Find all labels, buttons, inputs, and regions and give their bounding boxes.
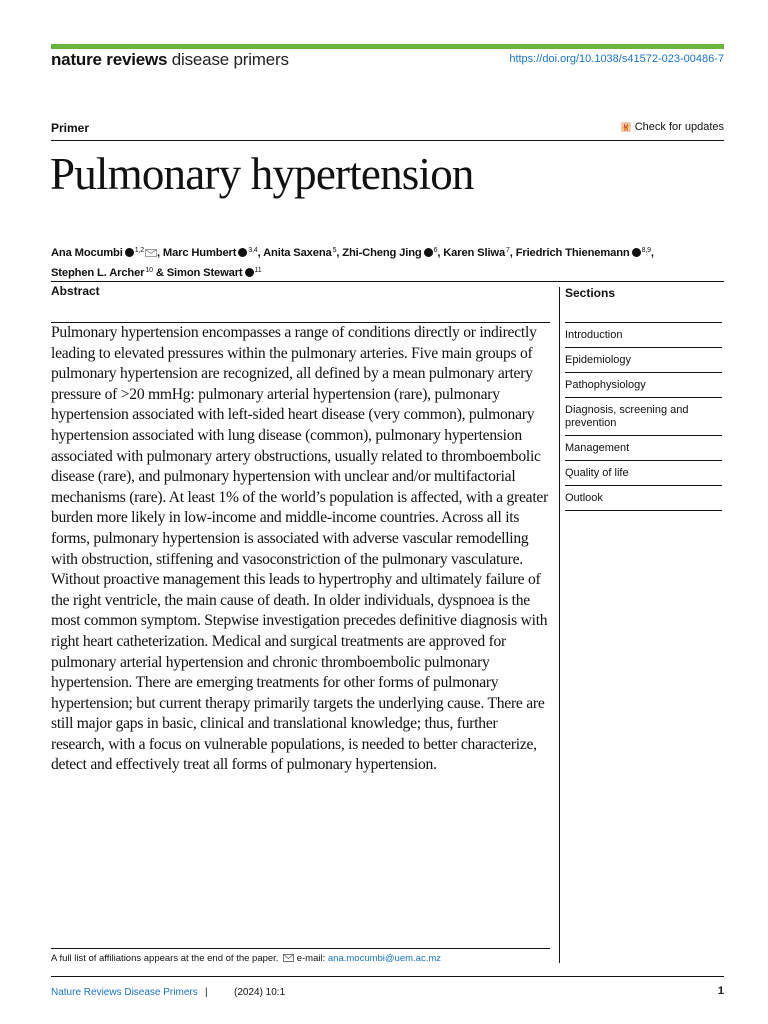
sections-list — [565, 322, 722, 511]
section-link[interactable]: Quality of life — [565, 461, 722, 486]
author-name[interactable]: Stephen L. Archer — [51, 267, 145, 279]
section-link[interactable]: Epidemiology — [565, 348, 722, 373]
page-number: 1 — [717, 985, 724, 997]
author-name[interactable]: Simon Stewart — [166, 267, 243, 279]
divider — [51, 281, 724, 282]
affiliation-superscript: 11 — [254, 267, 262, 274]
journal-subtitle: disease primers — [171, 50, 289, 69]
author-name[interactable]: Karen Sliwa — [443, 247, 506, 259]
orcid-icon[interactable] — [632, 248, 641, 257]
footer-separator: | — [205, 987, 208, 998]
mail-icon[interactable] — [145, 249, 157, 257]
orcid-icon[interactable] — [424, 248, 433, 257]
author-name[interactable]: Anita Saxena — [263, 247, 332, 259]
article-type: Primer — [51, 121, 90, 135]
section-link[interactable]: Management — [565, 436, 722, 461]
email-label: e-mail: — [296, 953, 326, 964]
divider — [51, 976, 724, 977]
footer-journal-link[interactable]: Nature Reviews Disease Primers — [51, 987, 198, 998]
orcid-icon[interactable] — [238, 248, 247, 257]
affiliation-superscript: 6 — [433, 247, 438, 254]
author-name[interactable]: Ana Mocumbi — [51, 247, 123, 259]
email-link[interactable]: ana.mocumbi@uem.ac.mz — [327, 953, 442, 964]
affiliation-superscript: 7 — [506, 247, 510, 254]
section-link[interactable]: Introduction — [565, 323, 722, 348]
check-for-updates-label: Check for updates — [634, 121, 724, 133]
affiliation-superscript: 1,2 — [134, 247, 144, 254]
author-name[interactable]: Marc Humbert — [162, 247, 237, 259]
article-title: Pulmonary hypertension — [50, 149, 474, 199]
orcid-icon[interactable] — [125, 248, 134, 257]
divider — [51, 948, 550, 949]
divider — [51, 140, 724, 141]
author-list: Ana Mocumbi $^{1,2}$ , Marc Humbert $^{3,4}$, Anita Saxena$^5$, Zhi-Cheng Jing $^6$, Karen Sliwa$^7$, Friedrich Thienemann $^{8,9}$, Stephen L. Archer$^{10}$ & Simon Stewart $^{11}$ — [51, 247, 654, 279]
affiliation-footnote — [51, 953, 441, 964]
abstract-text: Pulmonary hypertension encompasses a range of conditions directly or indirectly leading to elevated pressures within the pulmonary arteries. Five main groups of pulmonary hypertension are recognized, all defined by a mean pulmonary artery pressure of >20 mmHg: pulmonary arterial hypertension (rare), pulmonary hypertension associated with left-sided heart disease (very common), pulmonary hypertension associated with lung disease (common), pulmonary hypertension associated with pulmonary artery obstructions, usually related to thromboembolic disease (rare), and pulmonary hypertension with unclear and/or multifactorial mechanisms (rare). At least 1% of the world’s population is affected, with a greater burden more likely in low-income and middle-income countries. Across all its forms, pulmonary hypertension is associated with adverse vascular remodelling with obstruction, stiffening and vasoconstriction of the pulmonary vasculature. Without proactive management this leads to hypertrophy and ultimately failure of the right ventricle, the main cause of death. In older individuals, dyspnoea is the most common symptom. Stepwise investigation precedes definitive diagnosis with right heart catheterization. Medical and surgical treatments are approved for pulmonary arterial hypertension and chronic thromboembolic pulmonary hypertension. There are emerging treatments for other forms of pulmonary hypertension; but current therapy primarily targets the underlying cause. There are still major gaps in basic, clinical and translational knowledge; thus, further research, with a focus on vulnerable populations, is needed to better characterize, detect and effectively treat all forms of pulmonary hypertension. — [51, 324, 549, 774]
author-name[interactable]: Zhi-Cheng Jing — [342, 247, 422, 259]
abstract-heading: Abstract — [51, 284, 100, 298]
section-link[interactable]: Outlook — [565, 486, 722, 511]
journal-name — [51, 50, 289, 70]
column-divider — [559, 287, 560, 963]
doi-link[interactable]: https://doi.org/10.1038/s41572-023-00486-7 — [509, 53, 724, 65]
crossmark-icon — [620, 121, 632, 133]
orcid-icon[interactable] — [245, 268, 254, 277]
sections-heading: Sections — [565, 286, 616, 300]
header-accent-bar — [51, 44, 724, 49]
affiliation-superscript: 8,9 — [641, 247, 651, 254]
affiliation-note-text: A full list of affiliations appears at the end of the paper. — [51, 953, 279, 964]
affiliation-superscript: 10 — [145, 267, 153, 274]
section-link[interactable]: Pathophysiology — [565, 373, 722, 398]
affiliation-superscript: 3,4 — [248, 247, 258, 254]
check-for-updates-button[interactable] — [620, 121, 724, 133]
author-name[interactable]: Friedrich Thienemann — [515, 247, 630, 259]
journal-brand: nature reviews — [51, 50, 168, 69]
section-link[interactable]: Diagnosis, screening and prevention — [565, 398, 722, 436]
footer-year-volume: (2024) 10:1 — [234, 987, 286, 998]
mail-icon — [283, 954, 294, 962]
affiliation-superscript: 5 — [332, 247, 337, 254]
